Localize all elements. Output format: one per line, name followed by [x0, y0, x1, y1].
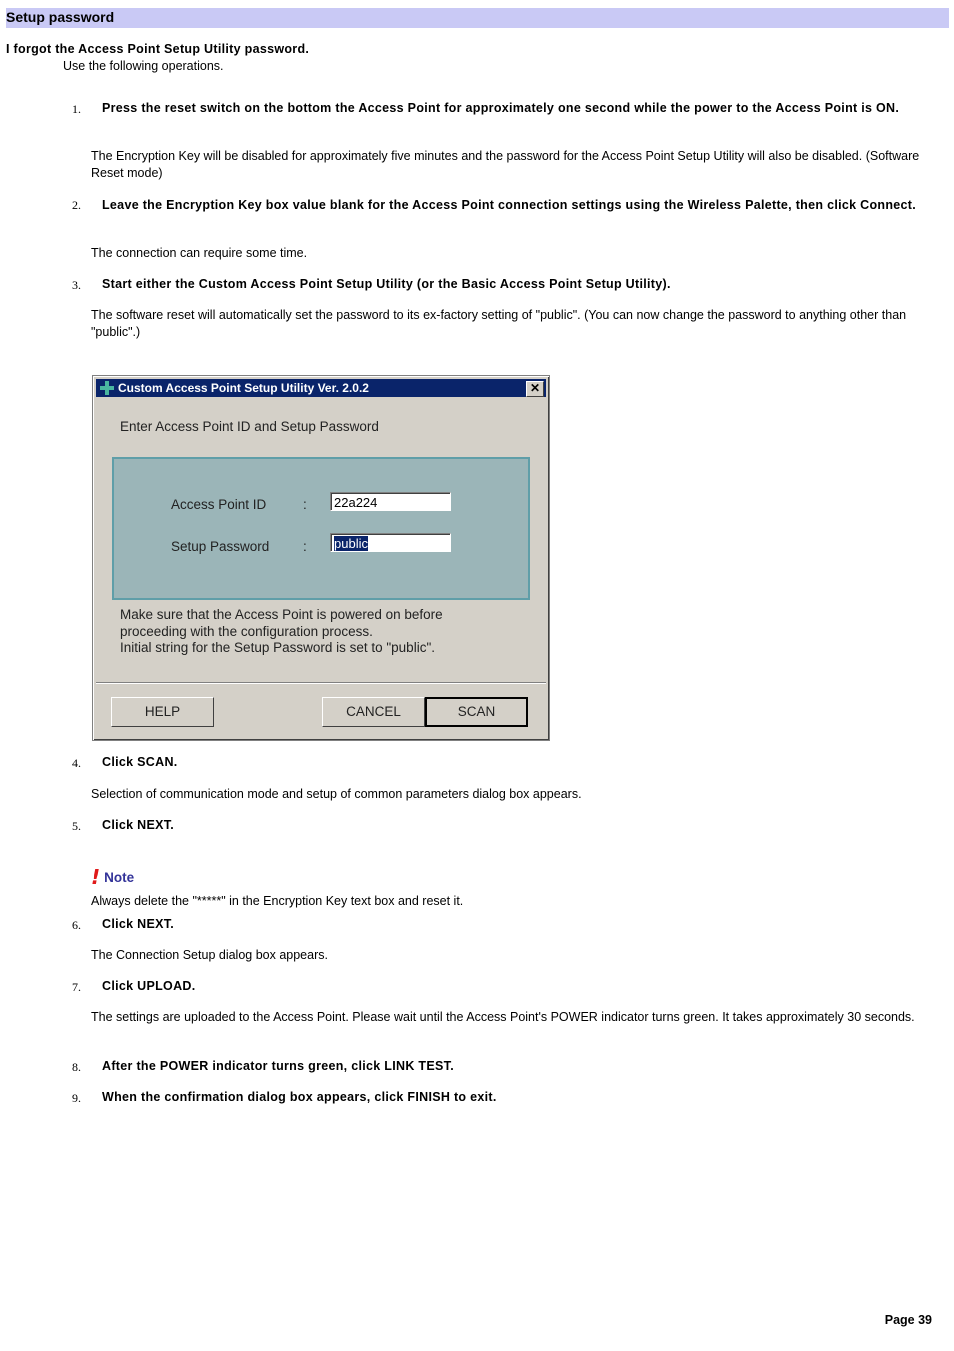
note-heading [91, 865, 135, 889]
step-instruction: Click NEXT. [102, 818, 175, 832]
step-instruction: After the POWER indicator turns green, click LINK TEST. [102, 1059, 454, 1073]
dialog-heading: Enter Access Point ID and Setup Password [120, 419, 379, 434]
step-description: The connection can require some time. [91, 246, 308, 260]
step-instruction: Click UPLOAD. [102, 979, 196, 993]
colon: : [303, 539, 307, 554]
access-point-id-label: Access Point ID [171, 497, 267, 512]
access-point-id-input[interactable] [330, 492, 451, 511]
step-instruction: Press the reset switch on the bottom the Access Point for approximately one second while the power to the Access Point is ON. [102, 101, 900, 115]
step-instruction: Click SCAN. [102, 755, 178, 769]
setup-utility-dialog [92, 375, 550, 741]
step-number: 6. [72, 918, 81, 932]
step-instruction: Leave the Encryption Key box value blank for the Access Point connection settings using the Wireless Palette, then click Connect. [102, 198, 917, 212]
colon: : [303, 497, 307, 512]
dialog-title: Custom Access Point Setup Utility Ver. 2.0.2 [118, 381, 369, 395]
step-number: 4. [72, 756, 81, 770]
step-instruction: When the confirmation dialog box appears, click FINISH to exit. [102, 1090, 497, 1104]
access-point-id-value: 22a224 [334, 495, 378, 510]
step-number: 2. [72, 198, 81, 212]
step-number: 3. [72, 278, 81, 292]
step-description: The Connection Setup dialog box appears. [91, 948, 328, 962]
step-number: 1. [72, 102, 81, 116]
question-title: I forgot the Access Point Setup Utility password. [6, 42, 310, 56]
dialog-message-line: Initial string for the Setup Password is set to "public". [120, 640, 435, 655]
credentials-group [112, 457, 530, 600]
section-header-bar [6, 8, 949, 28]
section-title: Setup password [6, 9, 115, 25]
dialog-separator [96, 682, 546, 684]
step-description: Selection of communication mode and setup of common parameters dialog box appears. [91, 787, 582, 801]
step-instruction: Start either the Custom Access Point Setup Utility (or the Basic Access Point Setup Utility). [102, 277, 671, 291]
setup-password-label: Setup Password [171, 539, 270, 554]
step-number: 8. [72, 1060, 81, 1074]
setup-password-input[interactable] [330, 533, 451, 552]
dialog-message-line: proceeding with the configuration process. [120, 623, 373, 639]
dialog-message-line: Make sure that the Access Point is powered on before [120, 607, 443, 622]
step-description: The settings are uploaded to the Access Point. Please wait until the Access Point's POWER indicator turns green. It takes approximately 30 seconds. [91, 1010, 915, 1024]
app-icon [100, 381, 114, 395]
page-number: Page 39 [884, 1313, 932, 1327]
setup-password-value: public [334, 536, 368, 551]
dialog-message [120, 607, 443, 657]
step-description: The software reset will automatically set the password to its ex-factory setting of "public". (You can now change the password to anything other than "public".) [91, 308, 907, 339]
step-number: 5. [72, 819, 81, 833]
step-number: 7. [72, 980, 81, 994]
note-text: Always delete the "*****" in the Encryption Key text box and reset it. [91, 894, 464, 908]
step-number: 9. [72, 1091, 81, 1105]
step-instruction: Click NEXT. [102, 917, 175, 931]
step-description: The Encryption Key will be disabled for approximately five minutes and the password for the Access Point Setup Utility will also be disabled. (Software Reset mode) [91, 149, 920, 180]
scan-button[interactable]: SCAN [425, 697, 528, 727]
exclamation-note-icon: ! [91, 865, 101, 889]
question-intro: Use the following operations. [63, 59, 224, 73]
close-icon[interactable]: ✕ [526, 381, 544, 397]
note-label: Note [104, 869, 135, 885]
cancel-button[interactable]: CANCEL [322, 697, 425, 727]
help-button[interactable]: HELP [111, 697, 214, 727]
dialog-titlebar [96, 379, 546, 397]
